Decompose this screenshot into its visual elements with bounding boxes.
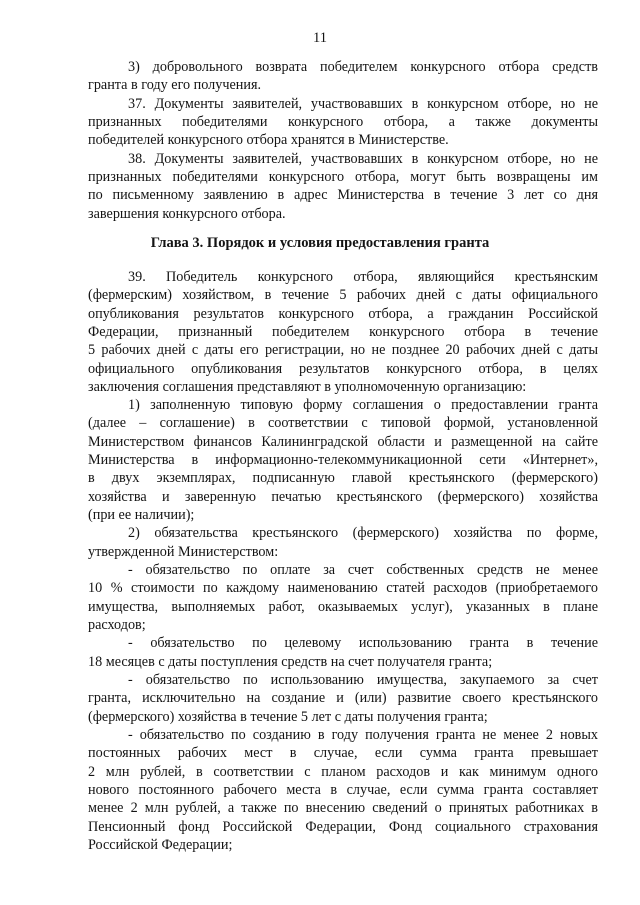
text-line: завершения конкурсного отбора. bbox=[88, 206, 286, 222]
chapter-heading: Глава 3. Порядок и условия предоставления гранта bbox=[150, 235, 490, 251]
text-line: - обязательство по использованию имущества, закупаемого за счет bbox=[128, 672, 598, 688]
text-line: нового постоянного рабочего места в случае, если сумма гранта составляет bbox=[88, 782, 598, 798]
text-line: 2) обязательства крестьянского (фермерского) хозяйства по форме, bbox=[128, 525, 598, 541]
text-line: гранта, исключительно на создание и (или) развитие своего крестьянского bbox=[88, 690, 598, 706]
text-line: признанных победителями конкурсного отбора, а также документы bbox=[88, 114, 598, 130]
text-line: расходов; bbox=[88, 617, 146, 633]
text-line: менее 2 млн рублей, а также по внесению сведений о принятых работниках в bbox=[88, 800, 598, 816]
text-line: 37. Документы заявителей, участвовавших в конкурсном отборе, но не bbox=[128, 96, 598, 112]
text-line: постоянных рабочих мест в случае, если сумма гранта превышает bbox=[88, 745, 598, 761]
text-line: Министерства в информационно-телекоммуникационной сети «Интернет», bbox=[88, 452, 598, 468]
text-line: 2 млн рублей, в соответствии с планом расходов и как минимум одного bbox=[88, 764, 598, 780]
text-line: 1) заполненную типовую форму соглашения о предоставлении гранта bbox=[128, 397, 598, 413]
text-line: в двух экземплярах, подписанную главой крестьянского (фермерского) bbox=[88, 470, 598, 486]
text-line: гранта в году его получения. bbox=[88, 77, 262, 93]
text-line: Министерством финансов Калининградской области и размещенной на сайте bbox=[88, 434, 598, 450]
text-line: Федерации, признанный победителем конкурсного отбора в течение bbox=[88, 324, 598, 340]
text-line: официального опубликования результатов конкурсного отбора, в целях bbox=[88, 361, 598, 377]
text-line: - обязательство по созданию в году получения гранта не менее 2 новых bbox=[128, 727, 598, 743]
text-line: победителей конкурсного отбора хранятся в Министерстве. bbox=[88, 132, 449, 148]
text-line: признанных победителями конкурсного отбора, могут быть возвращены им bbox=[88, 169, 598, 185]
text-line: - обязательство по целевому использованию гранта в течение bbox=[128, 635, 598, 651]
text-line: опубликования результатов конкурсного отбора, а гражданин Российской bbox=[88, 306, 598, 322]
text-line: имущества, выполняемых работ, оказываемых услуг), указанных в плане bbox=[88, 599, 598, 615]
text-line: 18 месяцев с даты поступления средств на счет получателя гранта; bbox=[88, 654, 493, 670]
text-line: (при ее наличии); bbox=[88, 507, 195, 523]
text-line: 10 % стоимости по каждому наименованию статей расходов (приобретаемого bbox=[88, 580, 598, 596]
text-line: 38. Документы заявителей, участвовавших в конкурсном отборе, но не bbox=[128, 151, 598, 167]
text-line: - обязательство по оплате за счет собственных средств не менее bbox=[128, 562, 598, 578]
text-line: хозяйства и заверенную печатью крестьянского (фермерского) хозяйства bbox=[88, 489, 598, 505]
text-line: Пенсионный фонд Российской Федерации, Фонд социального страхования bbox=[88, 819, 598, 835]
text-line: (фермерского) хозяйства в течение 5 лет с даты получения гранта; bbox=[88, 709, 488, 725]
text-line: по письменному заявлению в адрес Министерства в течение 3 лет со дня bbox=[88, 187, 598, 203]
text-line: 39. Победитель конкурсного отбора, являющийся крестьянским bbox=[128, 269, 598, 285]
text-line: 3) добровольного возврата победителем конкурсного отбора средств bbox=[128, 59, 598, 75]
text-line: (фермерским) хозяйством, в течение 5 рабочих дней с даты официального bbox=[88, 287, 598, 303]
text-line: Российской Федерации; bbox=[88, 837, 233, 853]
text-line: заключения соглашения представляют в уполномоченную организацию: bbox=[88, 379, 527, 395]
text-line: 5 рабочих дней с даты его регистрации, но не позднее 20 рабочих дней с даты bbox=[88, 342, 598, 358]
text-line: (далее – соглашение) в соответствии с типовой формой, установленной bbox=[88, 415, 598, 431]
page-number: 11 bbox=[313, 30, 327, 46]
text-line: утвержденной Министерством: bbox=[88, 544, 279, 560]
